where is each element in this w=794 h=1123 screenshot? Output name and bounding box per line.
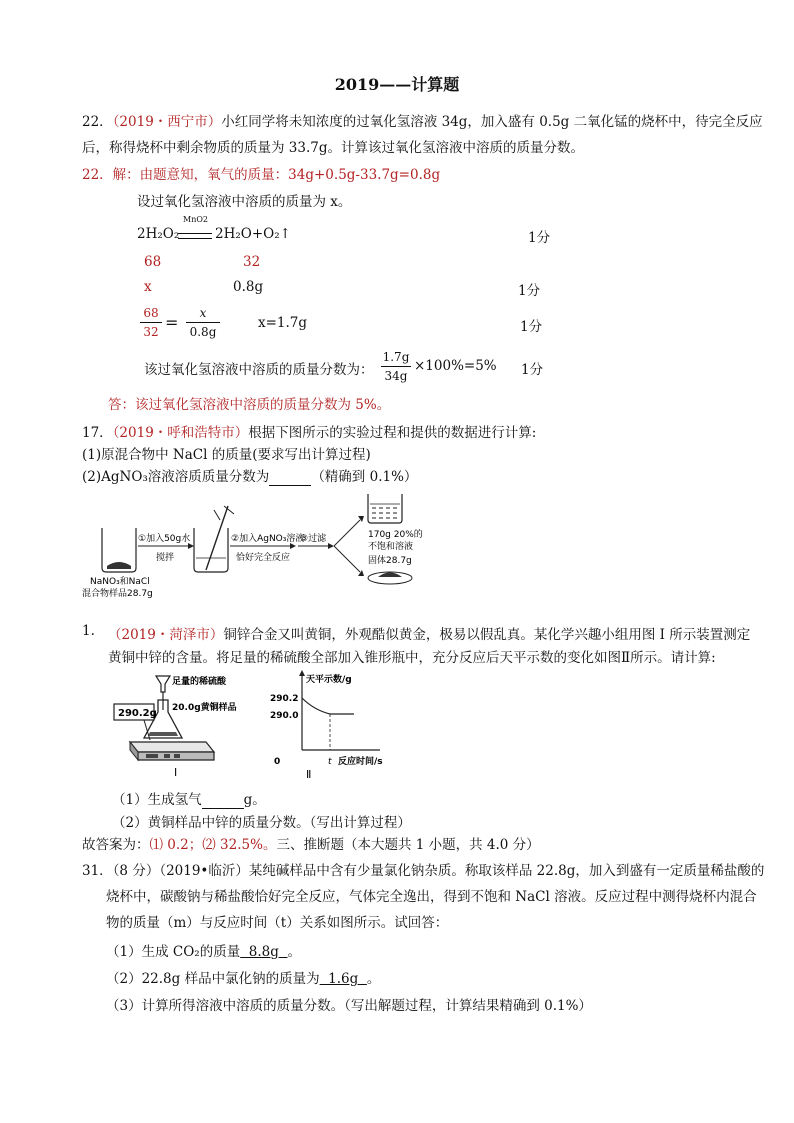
question-1-line-2: 黄铜中锌的含量。将足量的稀硫酸全部加入锥形瓶中，充分反应后天平示数的变化如图Ⅱ所示。请计算:: [108, 650, 716, 666]
oxygen-mass: 0.8g: [233, 279, 264, 295]
answer-value: ⑴ 0.2；⑵ 32.5%。: [149, 837, 277, 853]
sample-label: 20.0g黄铜样品: [172, 703, 237, 713]
filter-dish-icon: [368, 572, 412, 584]
question-1-sub-2: （2）黄铜样品中锌的质量分数。（写出计算过程）: [112, 815, 411, 831]
fraction-denominator: 34g: [384, 369, 408, 383]
catalyst-label: MnO2: [183, 215, 208, 224]
sub-2-end: 。: [366, 971, 381, 987]
molar-mass-o2: 32: [243, 254, 261, 270]
fraction-numerator: x: [199, 306, 207, 320]
question-31-sub-2: [106, 967, 380, 987]
x-t-label: t: [328, 757, 332, 767]
filtrate-label: 170g 20%的: [368, 530, 423, 540]
y-axis-label: 天平示数/g: [306, 675, 352, 685]
solution-22-assumption: 设过氧化氢溶液中溶质的质量为 x。: [137, 194, 352, 210]
filtrate-sub-label: 不饱和溶液: [368, 542, 414, 552]
question-1-number: 1.: [82, 623, 95, 639]
mass-fraction-fraction: [381, 349, 411, 384]
ratio-fraction-1: [140, 305, 162, 340]
question-31-line-1: [82, 859, 764, 879]
figure-1-label: I: [174, 766, 178, 779]
solution-22-answer: 答：该过氧化氢溶液中溶质的质量分数为 5%。: [108, 397, 391, 413]
question-31-line-2: 烧杯中，碳酸钠与稀盐酸恰好完全反应，气体完全逸出，得到不饱和 NaCl 溶液。反应过程中测得烧杯内混合: [106, 889, 757, 905]
score-mark: 1分: [520, 319, 543, 335]
arrowhead: [328, 543, 334, 549]
balance-icon: [130, 742, 214, 760]
question-source: （2019・西宁市）: [112, 114, 222, 130]
ratio-equals: =: [165, 313, 179, 332]
answer-blank: [269, 469, 311, 486]
arrow: [334, 520, 360, 546]
molar-mass-h2o2: 68: [144, 254, 162, 270]
sub-2-text: (2)AgNO₃溶液溶质质量分数为: [82, 469, 270, 485]
sub-1-text: （1）生成氢气: [112, 792, 202, 808]
sub-1-unit: g。: [243, 792, 266, 808]
fraction-bar: [140, 322, 162, 323]
x-axis-label: 反应时间/s: [338, 757, 383, 767]
answer-line: [82, 833, 540, 853]
figure-1-apparatus: [110, 670, 260, 780]
beaker-with-rod-icon: [194, 506, 234, 572]
question-1-line-1: [108, 623, 750, 643]
question-31-line-3: 物的质量（m）与反应时间（t）关系如图所示。试回答：: [106, 915, 449, 931]
sub-1-end: 。: [287, 944, 301, 960]
score-mark: 1分: [518, 283, 541, 299]
sub-1-answer: 8.8g: [240, 944, 288, 960]
score-mark: 1分: [521, 362, 544, 378]
x-origin-label: 0: [274, 757, 281, 767]
y-tick-290-0: 290.0: [270, 711, 299, 721]
mass-fraction-result: ×100%=5%: [414, 358, 497, 374]
fraction-denominator: 0.8g: [189, 325, 217, 339]
equation-right: 2H₂O+O₂↑: [215, 226, 291, 242]
sub-1-text: （1）生成 CO₂的质量: [106, 944, 241, 960]
question-number: 17．: [82, 425, 113, 441]
fraction-denominator: 32: [143, 325, 159, 339]
sub-2-text: （2）22.8g 样品中氯化钠的质量为: [106, 971, 320, 987]
question-31-sub-1: [106, 940, 301, 960]
question-text: 铜锌合金又叫黄铜，外观酷似黄金，极易以假乱真。某化学兴趣小组用图 I 所示装置测定: [223, 627, 751, 643]
sample-mass-label: 混合物样品28.7g: [82, 589, 153, 599]
question-1-sub-1: [112, 788, 266, 809]
beaker-icon: [102, 528, 136, 572]
question-text: 小红同学将未知浓度的过氧化氢溶液 34g，加入盛有 0.5g 二氧化锰的烧杯中，待完全反应: [221, 114, 763, 130]
unknown-x: x: [144, 279, 152, 295]
mass-fraction-label: 该过氧化氢溶液中溶质的质量分数为：: [144, 362, 374, 378]
question-text: 根据下图所示的实验过程和提供的数据进行计算:: [248, 425, 537, 441]
sub-2-answer: 1.6g: [319, 971, 367, 987]
acid-label: 足量的稀硫酸: [172, 677, 227, 687]
balance-reading: 290.2g: [118, 708, 157, 719]
filtrate-beaker-icon: [368, 494, 402, 523]
fraction-bar: [186, 322, 220, 323]
question-17-sub-1: (1)原混合物中 NaCl 的质量(要求写出计算过程): [82, 447, 371, 463]
experiment-diagram: [78, 492, 438, 600]
question-source: （2019・呼和浩特市）: [112, 425, 249, 441]
question-17-sub-2: [82, 465, 417, 486]
sample-label: NaNO₃和NaCl: [90, 577, 150, 587]
fraction-bar: [381, 366, 411, 367]
question-17-line-1: [82, 421, 536, 441]
question-31-sub-3: （3）计算所得溶液中溶质的质量分数。（写出解题过程，计算结果精确到 0.1%）: [106, 998, 592, 1014]
solid-label: 固体28.7g: [368, 556, 412, 566]
score-mark: 1分: [528, 230, 551, 246]
question-22-line-2: 后，称得烧杯中剩余物质的质量为 33.7g。计算该过氧化氢溶液中溶质的质量分数。: [82, 140, 584, 156]
step-3-label: ③过滤: [300, 534, 327, 544]
fraction-numerator: 1.7g: [382, 350, 410, 364]
step-2-sub-label: 恰好完全反应: [236, 553, 291, 563]
section-heading: 三、推断题（本大题共 1 小题，共 4.0 分）: [276, 837, 540, 853]
question-number: 31．: [82, 863, 113, 879]
answer-blank: [202, 792, 244, 809]
arrow: [334, 546, 360, 572]
equation-double-line: [178, 233, 212, 239]
step-1-sub-label: 搅拌: [156, 553, 175, 563]
data-curve: [302, 698, 354, 714]
sub-2-precision: （精确到 0.1%）: [311, 469, 418, 485]
ratio-fraction-2: [186, 305, 220, 340]
solution-22-heading: 22．解：由题意知，氧气的质量：34g+0.5g-33.7g=0.8g: [82, 167, 441, 183]
question-22-line-1: [82, 110, 763, 130]
step-2-label: ②加入AgNO₃溶液: [231, 534, 305, 544]
question-number: 22．: [82, 114, 113, 130]
figure-2-graph: [268, 670, 388, 780]
y-tick-290-2: 290.2: [270, 694, 299, 704]
question-text: （8 分）（2019•临沂）某纯碱样品中含有少量氯化钠杂质。称取该样品 22.8g，加入到盛有一定质量稀盐酸的: [112, 863, 765, 879]
equation-left: 2H₂O₂: [137, 226, 180, 242]
x-result: x=1.7g: [258, 315, 308, 331]
answer-prefix: 故答案为：: [82, 837, 150, 853]
figure-2-label: Ⅱ: [306, 768, 312, 780]
fraction-numerator: 68: [143, 306, 159, 320]
step-1-label: ①加入50g水: [138, 534, 191, 544]
question-source: （2019・菏泽市）: [108, 627, 224, 643]
page-title: 2019——计算题: [334, 75, 460, 94]
